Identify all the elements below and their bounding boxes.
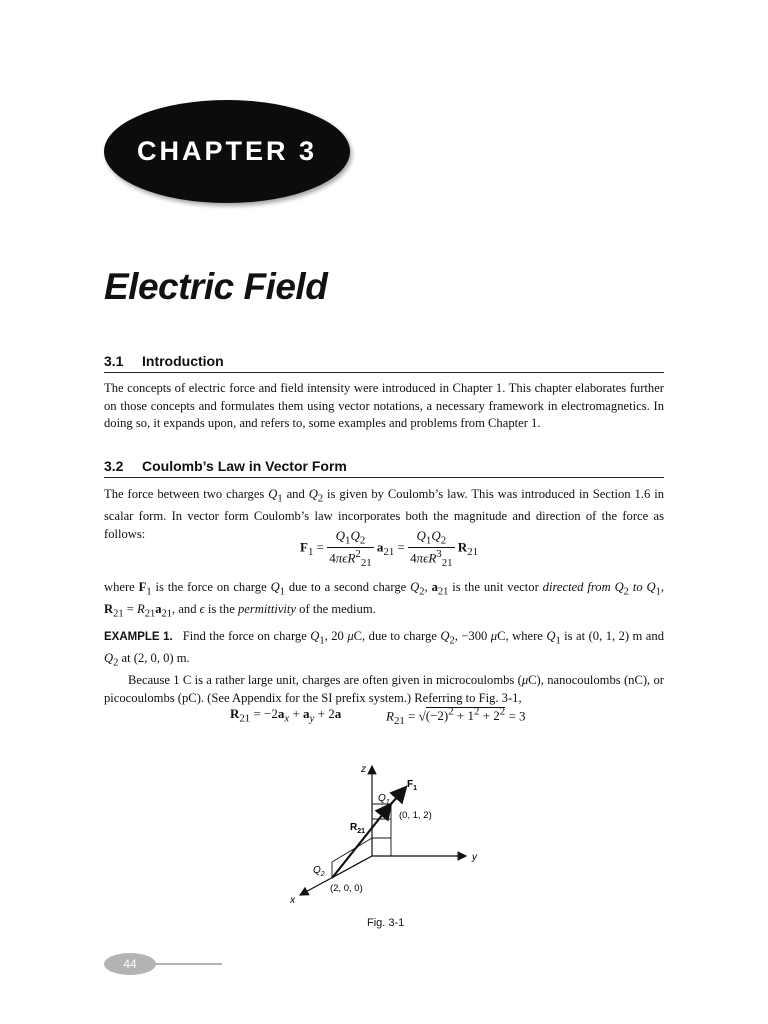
section-number: 3.2 (104, 458, 124, 474)
figure-caption: Fig. 3-1 (367, 917, 405, 929)
z-axis-label: z (361, 764, 366, 775)
coulomb-explanation: where $F_1$ is the force on charge $Q_1$ due to a second charge $Q_2$, $a_{21}$ is the unit vector directed from $Q_2$ to $Q_1$, $R_{21} = R_{21}a_{21}$, and ϵ is the permittivity of the medium. (104, 580, 665, 620)
f1-vector (391, 787, 406, 804)
chapter-badge-label: CHAPTER 3 (136, 136, 318, 166)
introduction-text: The concepts of electric force and field intensity were introduced in Chapter 1. This chapter elaborates further on those concepts and formulates them using vector notations, a necessary framework in electromagnetics. In doing so, it expands upon, and refers to, some examples and problems from Chapter 1. (104, 381, 664, 430)
x-axis-label: x (290, 895, 295, 906)
chapter-title: Electric Field (104, 266, 328, 307)
point1-label: (0, 1, 2) (399, 810, 432, 821)
f1-label: $F_1$ (407, 779, 418, 792)
coulomb-equation: $F_1$ = $\frac{Q_1Q_2}{4\pi\epsilon R^2_{21}}$ $a_{21}$ = $\frac{Q_1Q_2}{4\pi\epsilon R^3_{21}}$ $R_{21}$ (300, 528, 479, 569)
coulomb-paragraph: The force between two charges $Q_1$ and $Q_2$ is given by Coulomb’s law. This was introduced in Section 1.6 in scalar form. In vector form Coulomb’s law incorporates both the magnitude and direction of the force as follows: (104, 487, 664, 541)
section-title: Introduction (142, 353, 224, 369)
page-number-rule (154, 963, 222, 965)
example-label: EXAMPLE 1. (104, 631, 173, 643)
section-title: Coulomb’s Law in Vector Form (142, 458, 347, 474)
r21-label: $R_{21}$ (350, 822, 366, 835)
r21-vector-equation: $R_{21} = -2a_x + a_y + 2a$ (230, 706, 342, 725)
q1-label: $Q_1$ (378, 793, 390, 806)
page-number: 44 (104, 953, 156, 975)
section-number: 3.1 (104, 353, 124, 369)
example-1: EXAMPLE 1. Find the force on charge $Q_1$, 20 μC, due to charge $Q_2$, −300 μC, where $Q_1$ is at (0, 1, 2) m and $Q_2$ at (2, 0, 0) m. Because 1 C is a rather large unit, charges are often given in microcoulombs (μC), nanocoulombs (nC), or picocoulombs (pC). (See Appendix for the SI prefix system.) Referring to Fig. 3-1, (104, 629, 665, 705)
point2-label: (2, 0, 0) (330, 883, 363, 894)
y-axis-label: y (472, 852, 477, 863)
r21-vector (332, 804, 391, 878)
r21-magnitude-equation: $R_{21} = √(-2)^2 + 1^2 + 2^2 = 3$ (386, 706, 526, 727)
q2-label: $Q_2$ (313, 865, 325, 878)
